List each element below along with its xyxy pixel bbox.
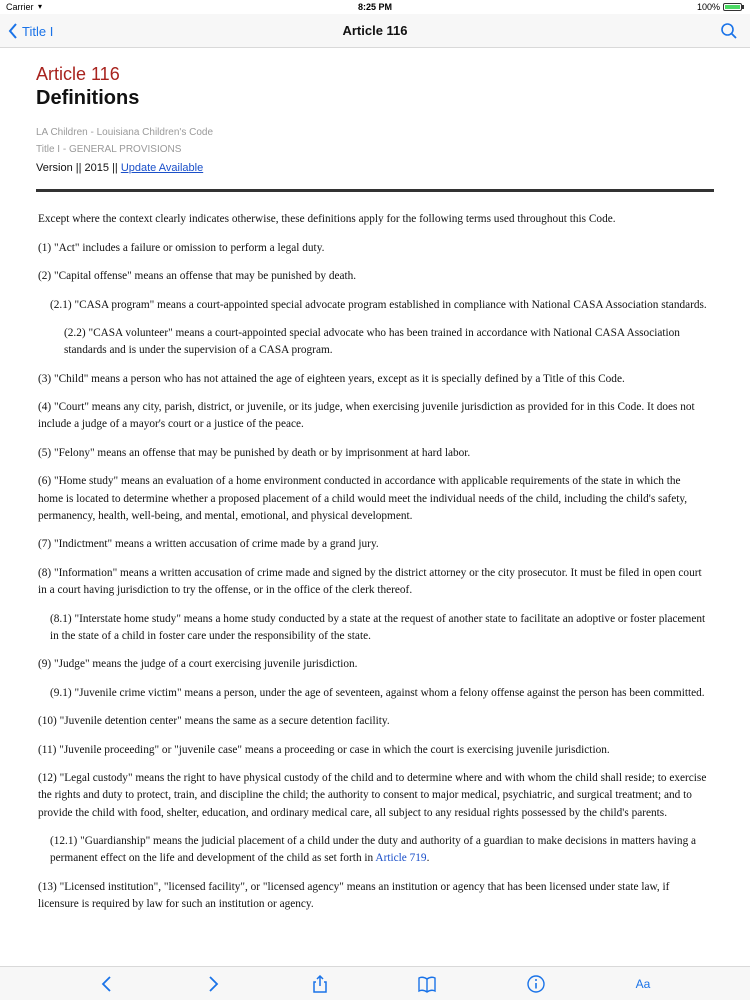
title-name: Title I - GENERAL PROVISIONS bbox=[36, 144, 182, 155]
battery-tip bbox=[742, 5, 744, 9]
definition-2-1: (2.1) "CASA program" means a court-appointed special advocate program established in compliance with National CASA Association standards. bbox=[50, 298, 707, 311]
article-719-link[interactable]: Article 719 bbox=[375, 852, 427, 865]
definition-8-1: (8.1) "Interstate home study" means a home study conducted by a state at the request of another state to facilitate an adoptive or foster placement in the state of a child in foster care under the responsibility of the state. bbox=[50, 612, 706, 642]
intro-paragraph: Except where the context clearly indicates otherwise, these definitions apply for the following terms used throughout this Code. bbox=[38, 213, 616, 225]
version-line bbox=[36, 162, 716, 174]
code-name: LA Children - Louisiana Children's Code bbox=[36, 127, 214, 138]
version-text: Version || 2015 || bbox=[36, 162, 121, 174]
definition-12-1-end: . bbox=[426, 852, 430, 865]
search-icon[interactable] bbox=[720, 22, 738, 40]
status-bar bbox=[0, 0, 750, 14]
definition-12-1-text: (12.1) "Guardianship" means the judicial placement of a child under the duty and authority of a guardian to make decisions in matters having a permanent effect on the life and development of the child as set forth in bbox=[50, 835, 697, 865]
article-title: Definitions bbox=[36, 87, 140, 109]
definition-9-1: (9.1) "Juvenile crime victim" means a person, under the age of seventeen, against whom a felony offense against the person has been committed. bbox=[50, 686, 705, 699]
share-button[interactable] bbox=[309, 974, 331, 994]
update-available-link[interactable]: Update Available bbox=[120, 162, 204, 174]
definition-12-1 bbox=[38, 833, 708, 867]
definition-9: (9) "Judge" means the judge of a court exercising juvenile jurisdiction. bbox=[38, 658, 358, 671]
next-article-button[interactable] bbox=[202, 974, 224, 994]
definition-2: (2) "Capital offense" means an offense that may be punished by death. bbox=[38, 270, 357, 282]
carrier-label: Carrier bbox=[6, 2, 34, 12]
article-number: Article 116 bbox=[36, 64, 120, 84]
definition-12: (12) "Legal custody" means the right to have physical custody of the child and to determine where and with whom the child shall reside; to exercise the rights and duty to protect, train, and discipline the child; the authority to consent to major medical, psychiatric, and surgical treatment; and to provide the child with food, shelter, education, and ordinary medical care, all subject to any residual rights possessed by the child's parents. bbox=[38, 772, 707, 819]
text-size-button[interactable] bbox=[632, 974, 654, 994]
definition-8: (8) "Information" means a written accusation of crime made and signed by the district attorney or the city prosecutor. It must be filed in open court in a court having jurisdiction to try the offense, or in the office of the clerk thereof. bbox=[38, 566, 702, 597]
info-button[interactable] bbox=[525, 974, 547, 994]
definition-5: (5) "Felony" means an offense that may be punished by death or by imprisonment at hard labor. bbox=[38, 446, 471, 459]
article-meta bbox=[36, 124, 716, 158]
navigation-bar bbox=[0, 14, 750, 48]
article-body bbox=[38, 211, 708, 925]
header-divider bbox=[36, 189, 714, 192]
definition-10: (10) "Juvenile detention center" means the same as a secure detention facility. bbox=[38, 715, 390, 728]
definition-6: (6) "Home study" means an evaluation of a home environment conducted in accordance with applicable requirements of the state in which the home is located to determine whether a proposed placement of a child would meet the individual needs of the child, including the child's safety, permanency, health, well-being, and mental, emotional, and physical development. bbox=[38, 475, 688, 522]
bottom-toolbar bbox=[0, 966, 750, 1000]
previous-article-button[interactable] bbox=[96, 974, 118, 994]
status-time: 8:25 PM bbox=[357, 2, 392, 12]
article-header bbox=[36, 64, 716, 174]
definition-7: (7) "Indictment" means a written accusation of crime made by a grand jury. bbox=[38, 538, 379, 551]
definition-2-2: (2.2) "CASA volunteer" means a court-appointed special advocate who has been trained in accordance with National CASA Association standards and is under the supervision of a CASA program. bbox=[64, 327, 680, 357]
text-size-icon: Aa bbox=[635, 977, 651, 991]
info-icon bbox=[526, 974, 546, 994]
battery-icon bbox=[723, 3, 742, 11]
definition-4: (4) "Court" means any city, parish, district, or juvenile, or its judge, when exercising juvenile jurisdiction as provided for in this Code. It does not include a judge of a mayor's court or a justice of the peace. bbox=[38, 401, 695, 431]
wifi-icon: ▾ bbox=[38, 2, 43, 11]
definition-11: (11) "Juvenile proceeding" or "juvenile case" means a proceeding or case in which the court is exercising juvenile jurisdiction. bbox=[38, 743, 610, 756]
definition-13: (13) "Licensed institution", "licensed facility", or "licensed agency" means an institution or agency that has been licensed under state law, if licensure is required by law for such an institution or agency. bbox=[38, 880, 670, 911]
back-button-label: Title I bbox=[22, 23, 54, 39]
share-icon bbox=[310, 974, 330, 994]
chevron-right-icon bbox=[203, 974, 223, 994]
book-icon bbox=[417, 974, 437, 994]
bookmarks-button[interactable] bbox=[416, 974, 438, 994]
chevron-left-icon bbox=[97, 974, 117, 994]
battery-percent: 100% bbox=[696, 2, 720, 12]
nav-title: Article 116 bbox=[342, 23, 408, 38]
definition-3: (3) "Child" means a person who has not attained the age of eighteen years, except as it is specially defined by a Title of this Code. bbox=[38, 372, 625, 385]
definition-1: (1) "Act" includes a failure or omission to perform a legal duty. bbox=[38, 241, 325, 254]
